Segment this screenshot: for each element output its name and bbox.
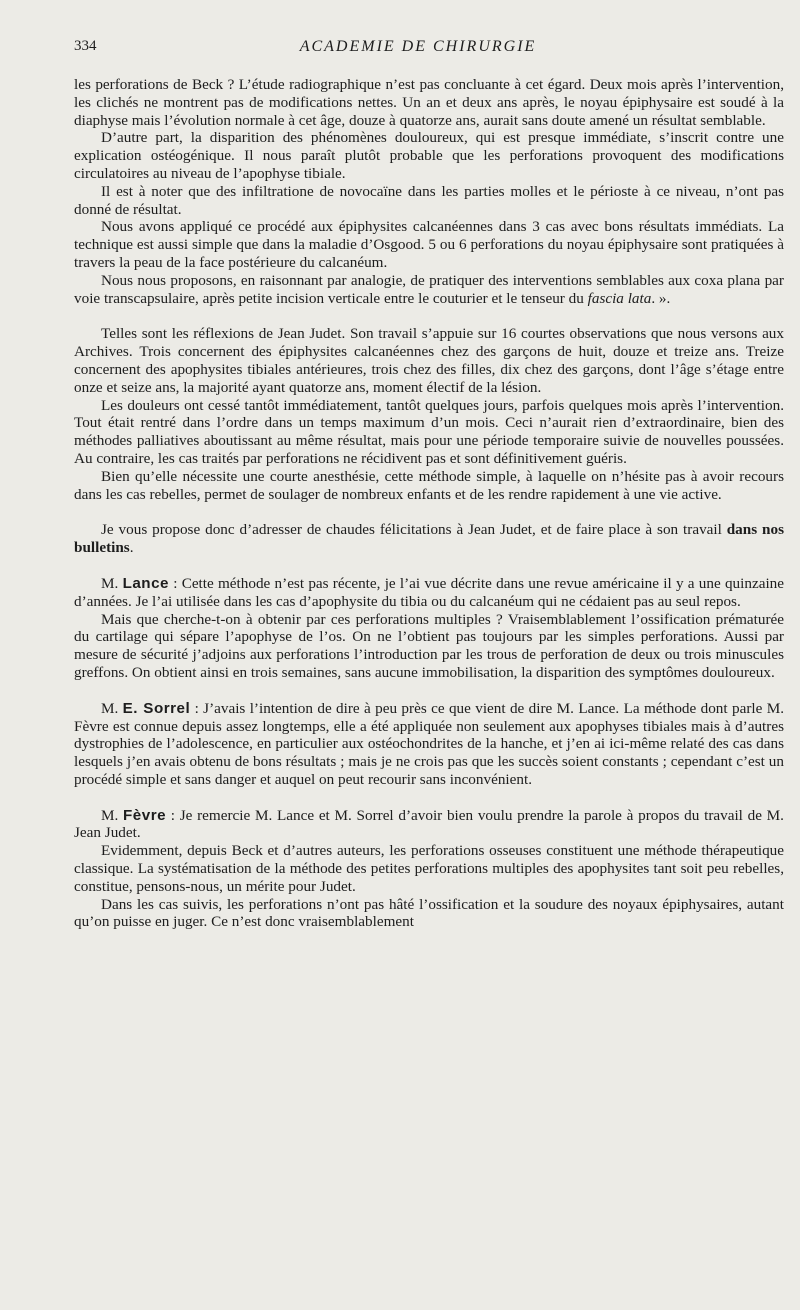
paragraph-coxa-plana [74,272,784,308]
lance-text: : Cette méthode n’est pas récente, je l’ai vue décrite dans une revue américaine il y a une quinzaine d’années. Je l’ai utilisée dans les cas d’apophysite du tibia ou du calcanéum qui ne cédaient pas au seul repos. [74,574,784,610]
coxa-text-end: . ». [651,289,671,307]
speaker-fevre: Fèvre [123,806,167,824]
speaker-prefix: M. [101,574,123,592]
page-number: 334 [74,38,97,54]
paragraph-lance [74,575,784,611]
paragraph-sorrel [74,700,784,789]
coxa-text: Nous nous proposons, en raisonnant par analogie, de pratiquer des interventions semblables aux coxa plana par voie transcapsulaire, après petite incision verticale entre le couturier et le tenseur du [74,271,784,307]
speaker-prefix: M. [101,806,124,824]
section-gap [74,503,784,521]
paragraph-fevre-3: Dans les cas suivis, les perforations n’ont pas hâté l’ossification et la soudure des noyaux épiphysaires, autant qu’on puisse en juger. Ce n’est donc vraisemblablement [74,895,784,931]
paragraph-anesthesie: Bien qu’elle nécessite une courte anesthésie, cette méthode simple, à laquelle on n’hésite pas à avoir recours dans les cas rebelles, permet de soulager de nombreux enfants et de les rendre rapidement à une vie active. [74,467,784,503]
page-header [74,38,762,58]
section-gap [74,307,784,325]
sorrel-text: : J’avais l’intention de dire à peu près ce que vient de dire M. Lance. La méthode dont parle M. Fèvre est connue depuis assez longtemps, elle a été appliquée non seulement aux apophyses tibiales mais à d’autres dystrophies de l’adolescence, en particulier aux ostéochondrites de la hanche, et j’en ai ici-même relaté des cas dans lesquels j’en avais obtenu de bons résultats ; mais je ne crois pas que les succès soient constants ; cependant c’est un procédé simple et sans danger et auquel on peut recourir sans inconvénient. [74,699,785,788]
paragraph-fevre [74,807,784,843]
paragraph-lance-2: Mais que cherche-t-on à obtenir par ces perforations multiples ? Vraisemblablement l’ossification prématurée du cartilage qui sépare l’apophyse de l’os. On ne l’obtient pas toujours par les simples perforations. Aussi par mesure de sécurité j’adjoins aux perforations l’introduction par les trous de perforation de deux ou trois minuscules greffons. On obtient ainsi en trois semaines, sans aucune immobilisation, la disparition des symptômes douloureux. [74,610,784,681]
speaker-prefix: M. [101,699,123,717]
paragraph-calcaneum: Nous avons appliqué ce procédé aux épiphysites calcanéennes dans 3 cas avec bons résultats immédiats. La technique est aussi simple que dans la maladie d’Osgood. 5 ou 6 perforations du noyau épiphysaire sont pratiquées à travers la peau de la face postérieure du calcanéum. [74,218,784,271]
paragraph-fevre-2: Evidemment, depuis Beck et d’autres auteurs, les perforations osseuses constituent une méthode thérapeutique classique. La systématisation de la méthode des petites perforations multiples des apophysites tant soit peu rebelles, constitue, pensons-nous, un mérite pour Judet. [74,842,784,895]
section-gap [74,789,784,807]
running-title: ACADEMIE DE CHIRURGIE [299,38,537,55]
section-gap [74,557,784,575]
paragraph-reflexions: Telles sont les réflexions de Jean Judet. Son travail s’appuie sur 16 courtes observations que nous versons aux Archives. Trois concernent des épiphysites calcanéennes chez des garçons de huit, douze et treize ans. Treize concernent des apophysites tibiales antérieures, trois chez des filles, dix chez des garçons, dont l’âge s’étage entre onze et seize ans, la majorité ayant quatorze ans, moment électif de la lésion. [74,325,784,396]
paragraph-douleurs: Les douleurs ont cessé tantôt immédiatement, tantôt quelques jours, parfois quelques mois après l’intervention. Tout était rentré dans l’ordre dans un temps maximum d’un mois. Ceci n’aurait rien d’extraordinaire, bien des méthodes palliatives aboutissant au même résultat, mais pour une période temporaire suivie de nouvelles poussées. Au contraire, les cas traités par perforations ne récidivent pas et sont définitivement guéris. [74,396,784,467]
speaker-sorrel: E. Sorrel [122,699,191,717]
bulletins-bold: dans nos bulletins [74,521,784,557]
proposition-text: Je vous propose donc d’adresser de chaudes félicitations à Jean Judet, et de faire place à son travail [101,521,727,539]
proposition-text-end: . [129,539,134,557]
paragraph-proposition [74,521,784,557]
fascia-lata-italic: fascia lata [587,289,652,307]
paragraph-novocaine: Il est à noter que des infiltratione de novocaïne dans les parties molles et le périoste à ce niveau, n’ont pas donné de résultat. [74,182,784,218]
section-gap [74,682,784,700]
article-body [74,76,784,931]
speaker-lance: Lance [122,574,169,592]
paragraph-beck: les perforations de Beck ? L’étude radiographique n’est pas concluante à cet égard. Deux mois après l’intervention, les clichés ne montrent pas de modifications nettes. Un an et deux ans après, le noyau épiphysaire est soudé à la diaphyse mais l’évolution normale à cet âge, douze à quatorze ans, aurait sans doute amené un résultat semblable. [74,76,784,129]
paragraph-douleur: D’autre part, la disparition des phénomènes douloureux, qui est presque immédiate, s’inscrit contre une explication ostéogénique. Il nous paraît plutôt probable que les perforations provoquent des modifications circulatoires au niveau de l’apophyse tibiale. [74,129,784,182]
fevre-text: : Je remercie M. Lance et M. Sorrel d’avoir bien voulu prendre la parole à propos du travail de M. Jean Judet. [74,806,784,842]
